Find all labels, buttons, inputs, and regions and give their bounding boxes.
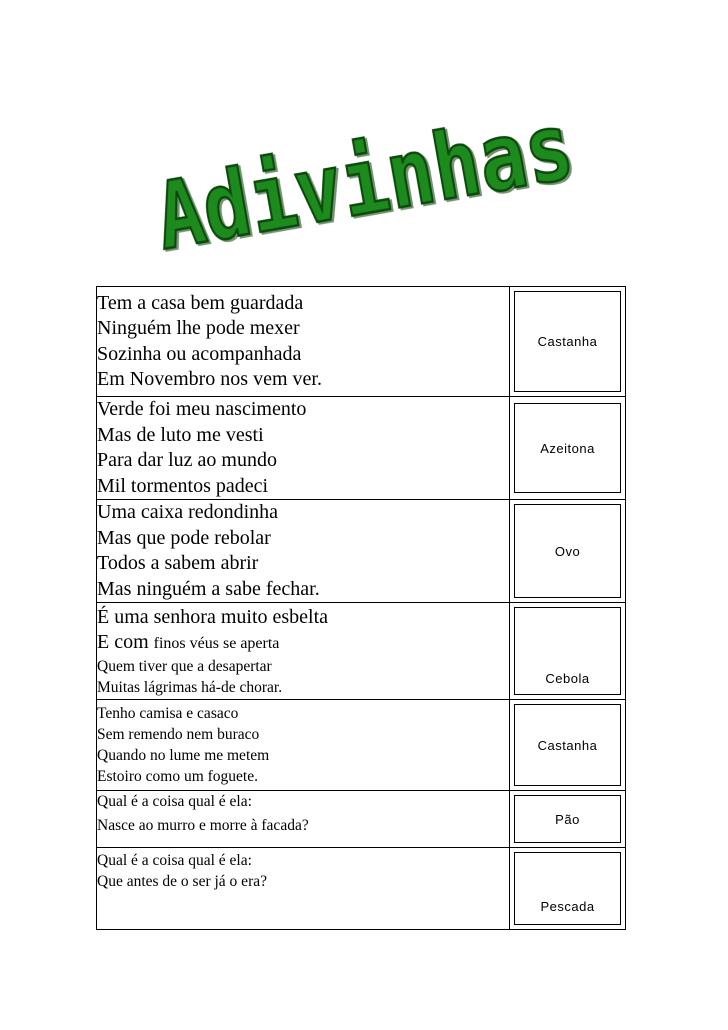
answer-text: Castanha xyxy=(537,737,598,753)
answer-cell xyxy=(510,791,625,848)
riddle-text xyxy=(97,848,510,929)
answer-box xyxy=(514,704,621,786)
table-row xyxy=(97,848,625,929)
riddle-line: Qual é a coisa qual é ela: xyxy=(97,852,252,869)
table-row xyxy=(97,791,625,848)
table-row xyxy=(97,700,625,791)
table-row xyxy=(97,603,625,700)
answer-box xyxy=(514,291,621,392)
answer-text: Ovo xyxy=(554,543,581,559)
title-area xyxy=(0,0,728,280)
riddle-line xyxy=(97,630,509,656)
riddle-line: Quando no lume me metem xyxy=(97,747,270,764)
riddle-text xyxy=(97,287,510,397)
riddle-line: Uma caixa redondinha xyxy=(97,501,279,523)
answer-box xyxy=(514,504,621,598)
table-row xyxy=(97,287,625,397)
riddle-text xyxy=(97,791,510,848)
answer-cell xyxy=(510,700,625,791)
answer-box xyxy=(514,607,621,695)
riddle-line: Qual é a coisa qual é ela: xyxy=(97,793,252,810)
answer-text: Azeitona xyxy=(540,440,595,456)
answer-text: Castanha xyxy=(537,334,598,349)
riddle-text xyxy=(97,603,510,700)
answer-text: Pescada xyxy=(540,899,595,914)
answer-box xyxy=(514,795,621,843)
riddle-line: Mas ninguém a sabe fechar. xyxy=(97,577,320,600)
answer-text: Cebola xyxy=(545,671,590,686)
riddle-line: Que antes de o ser já o era? xyxy=(97,873,267,890)
riddle-line: Ninguém lhe pode mexer xyxy=(97,317,300,339)
riddle-line: Para dar luz ao mundo xyxy=(97,449,277,471)
riddle-line: É uma senhora muito esbelta xyxy=(97,605,329,628)
riddle-line: Nasce ao murro e morre à facada? xyxy=(97,817,309,834)
riddle-line: Tem a casa bem guardada xyxy=(97,291,304,314)
riddle-text xyxy=(97,500,510,603)
page-title: Adivinhas xyxy=(148,78,658,271)
riddle-text xyxy=(97,700,510,791)
answer-cell xyxy=(510,603,625,700)
riddle-line: Mil tormentos padeci xyxy=(97,474,269,497)
riddles-table xyxy=(96,286,626,930)
answer-text: Pão xyxy=(555,811,580,827)
table-row xyxy=(97,397,625,500)
riddle-text xyxy=(97,397,510,500)
riddle-line: Muitas lágrimas há-de chorar. xyxy=(97,678,283,696)
riddle-line-end: finos véus se aperta xyxy=(153,635,280,652)
table-row xyxy=(97,500,625,603)
riddle-line: Tenho camisa e casaco xyxy=(97,705,239,722)
riddle-line: Mas que pode rebolar xyxy=(97,526,271,549)
answer-cell xyxy=(510,848,625,929)
riddle-line: Estoiro como um foguete. xyxy=(97,768,258,785)
riddle-line-start: E com xyxy=(97,631,154,653)
answer-box xyxy=(514,403,621,493)
answer-cell xyxy=(510,397,625,500)
answer-box xyxy=(514,852,621,925)
riddle-line: Sem remendo nem buraco xyxy=(97,726,260,743)
riddle-line: Em Novembro nos vem ver. xyxy=(97,368,322,390)
page-title-wordart xyxy=(0,0,728,280)
riddle-line: Todos a sabem abrir xyxy=(97,552,259,574)
answer-cell xyxy=(510,500,625,603)
riddle-line: Verde foi meu nascimento xyxy=(97,398,307,420)
riddle-line: Sozinha ou acompanhada xyxy=(97,342,302,365)
riddle-line: Quem tiver que a desapertar xyxy=(97,657,272,675)
riddle-line: Mas de luto me vesti xyxy=(97,423,264,446)
answer-cell xyxy=(510,287,625,397)
